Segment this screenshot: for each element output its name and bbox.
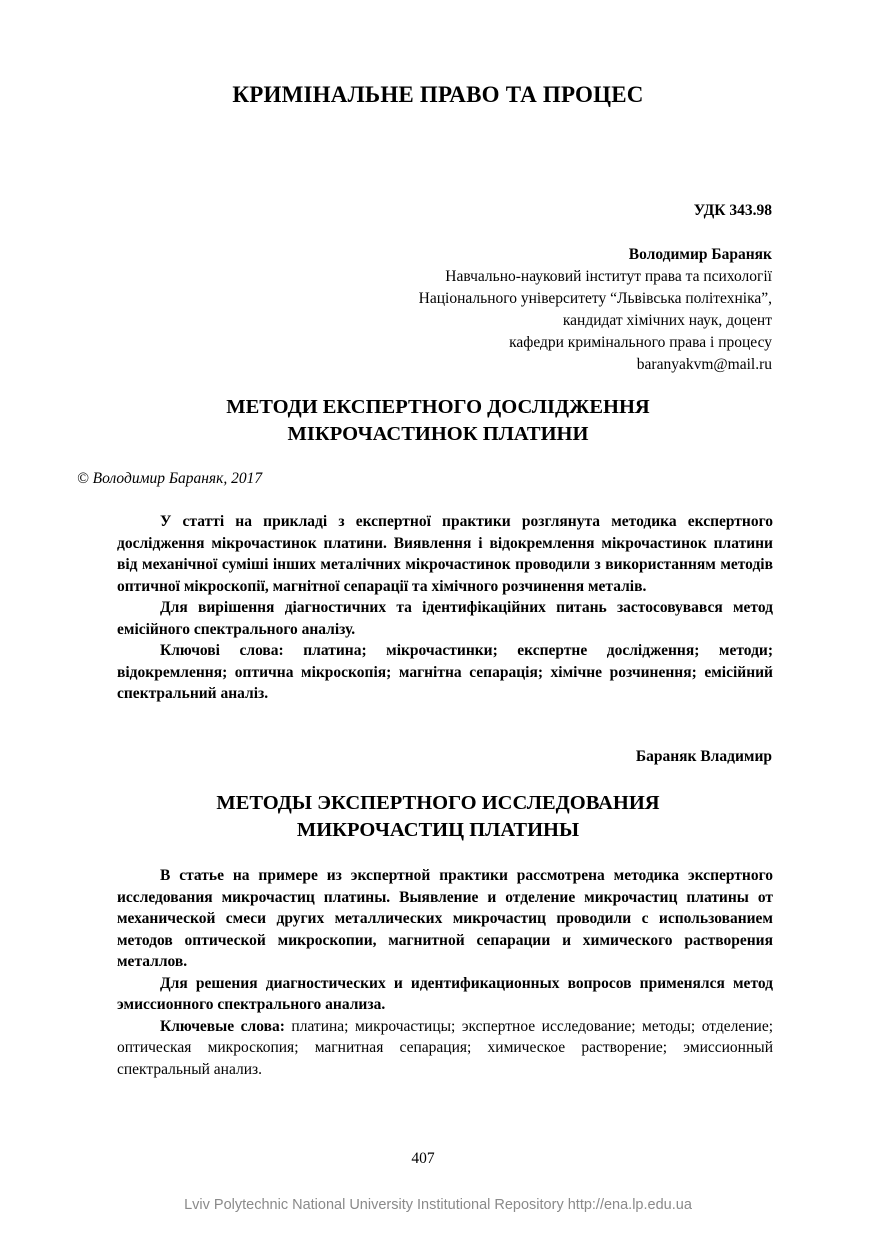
author-name-ru: Бараняк Владимир: [635, 748, 772, 765]
abstract-paragraph: В статье на примере из экспертной практики рассмотрена методика экспертного исследования микрочастиц платины. Выявление и отделение микрочастиц платины от механической смеси других металлических микрочастиц проводили с использованием методов оптической микроскопии, магнитной сепарации и химического растворения металлов.: [117, 867, 773, 970]
affiliation-line: кафедри кримінального права і процесу: [509, 334, 772, 351]
title-line: МІКРОЧАСТИНОК ПЛАТИНИ: [287, 423, 589, 445]
keywords-label: Ключові слова:: [160, 642, 284, 659]
title-line: МЕТОДИ ЕКСПЕРТНОГО ДОСЛІДЖЕННЯ: [226, 396, 650, 418]
article-title-ru: [0, 790, 876, 844]
abstract-paragraph: Для вирішення діагностичних та ідентифікаційних питань застосовувався метод емісійного спектрального аналізу.: [117, 599, 773, 638]
title-line: МИКРОЧАСТИЦ ПЛАТИНЫ: [296, 819, 580, 841]
keywords-ua: [117, 640, 773, 705]
abstract-ua: [117, 511, 773, 705]
page-number: 407: [411, 1150, 435, 1167]
keywords-text: платина; микрочастицы; экспертное исследование; методы; отделение; оптическая микроскопия; магнитная сепарация; химическое растворение; эмиссионный спектральный анализ.: [117, 1017, 774, 1078]
affiliation-line: Національного університету “Львівська політехніка”,: [418, 290, 772, 307]
repository-footer[interactable]: Lviv Polytechnic National University Institutional Repository http://ena.lp.edu.ua: [184, 1197, 692, 1213]
author-email[interactable]: baranyakvm@mail.ru: [636, 356, 772, 373]
article-title-ua: [0, 394, 876, 448]
affiliation-line: кандидат хімічних наук, доцент: [562, 312, 772, 329]
author-block-ua: [419, 244, 772, 376]
author-name-ua: Володимир Бараняк: [628, 246, 772, 263]
keywords-label: Ключевые слова:: [160, 1017, 285, 1035]
abstract-paragraph: У статті на прикладі з експертної практики розглянута методика експертного дослідження мікрочастинок платини. Виявлення і відокремлення мікрочастинок платини від механічної суміші інших металічних мікрочастинок проводили з використанням методів оптичної мікроскопії, магнітної сепарації та хімічного розчинення металів.: [117, 513, 773, 595]
affiliation-line: Навчально-науковий інститут права та психології: [445, 268, 772, 285]
keywords-ru: [117, 1016, 773, 1081]
abstract-ru: [117, 865, 773, 1080]
abstract-paragraph: Для решения диагностических и идентификационных вопросов применялся метод эмиссионного спектрального анализа.: [117, 974, 773, 1013]
keywords-text: платина; мікрочастинки; експертне дослідження; методи; відокремлення; оптична мікроскопія; магнітна сепарація; хімічне розчинення; емісійний спектральний аналіз.: [117, 642, 774, 702]
title-line: МЕТОДЫ ЭКСПЕРТНОГО ИССЛЕДОВАНИЯ: [216, 792, 660, 814]
udc-code: УДК 343.98: [693, 202, 772, 219]
copyright-notice: © Володимир Бараняк, 2017: [77, 470, 263, 487]
section-header: КРИМІНАЛЬНЕ ПРАВО ТА ПРОЦЕС: [232, 82, 644, 107]
